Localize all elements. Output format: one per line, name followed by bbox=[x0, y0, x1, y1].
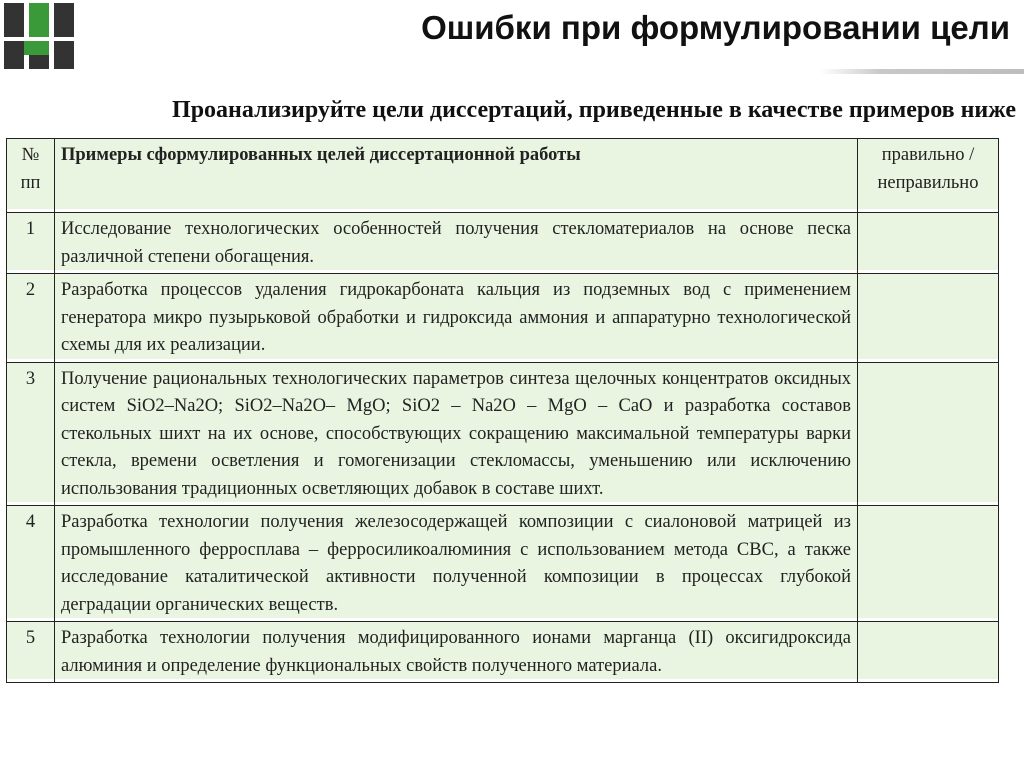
row-goal-text: Разработка технологии получения железосодержащей композиции с сиалоновой матрицей из промышленного ферросплава – ферросиликоалюминия с использованием метода СВС, а также исследование каталитической активности полученной композиции в процессах глубокой деградации органических веществ. bbox=[55, 506, 858, 622]
header-number: № пп bbox=[7, 139, 55, 213]
row-number: 5 bbox=[7, 622, 55, 683]
title-divider bbox=[820, 69, 1024, 74]
page-title: Ошибки при формулировании цели bbox=[421, 9, 1010, 46]
row-goal-text: Разработка технологии получения модифицированного ионами марганца (II) оксигидроксида алюминия и определение функциональных свойств полученного материала. bbox=[55, 622, 858, 683]
row-assessment-cell[interactable] bbox=[858, 213, 999, 274]
table-row bbox=[7, 506, 999, 622]
row-goal-text: Исследование технологических особенностей получения стекломатериалов на основе песка различной степени обогащения. bbox=[55, 213, 858, 274]
row-assessment-cell[interactable] bbox=[858, 274, 999, 363]
header-assessment: правильно / неправильно bbox=[858, 139, 999, 213]
row-goal-text: Получение рациональных технологических параметров синтеза щелочных концентратов оксидных систем SiO2–Na2O; SiO2–Na2O– MgO; SiO2 – Na2O – MgO – CaO и разработка составов стекольных шихт на их основе, способствующих сокращению максимальной температуры варки стекла, времени осветления и гомогенизации стекломассы, уменьшению или исключению использования традиционных осветляющих добавок в составе шихт. bbox=[55, 362, 858, 506]
table-row bbox=[7, 274, 999, 363]
row-assessment-cell[interactable] bbox=[858, 506, 999, 622]
row-number: 2 bbox=[7, 274, 55, 363]
table-header-row bbox=[7, 139, 999, 213]
goals-table bbox=[6, 138, 999, 683]
row-assessment-cell[interactable] bbox=[858, 622, 999, 683]
row-assessment-cell[interactable] bbox=[858, 362, 999, 506]
row-number: 1 bbox=[7, 213, 55, 274]
instruction-subtitle: Проанализируйте цели диссертаций, приведенные в качестве примеров ниже bbox=[172, 97, 1016, 123]
row-number: 4 bbox=[7, 506, 55, 622]
table-row bbox=[7, 213, 999, 274]
row-number: 3 bbox=[7, 362, 55, 506]
table-row bbox=[7, 362, 999, 506]
row-goal-text: Разработка процессов удаления гидрокарбоната кальция из подземных вод с применением генератора микро пузырьковой обработки и гидроксида аммония и аппаратурно технологической схемы для их реализации. bbox=[55, 274, 858, 363]
table-row bbox=[7, 622, 999, 683]
green-block-logo-icon bbox=[4, 3, 78, 69]
header-examples: Примеры сформулированных целей диссертационной работы bbox=[55, 139, 858, 213]
